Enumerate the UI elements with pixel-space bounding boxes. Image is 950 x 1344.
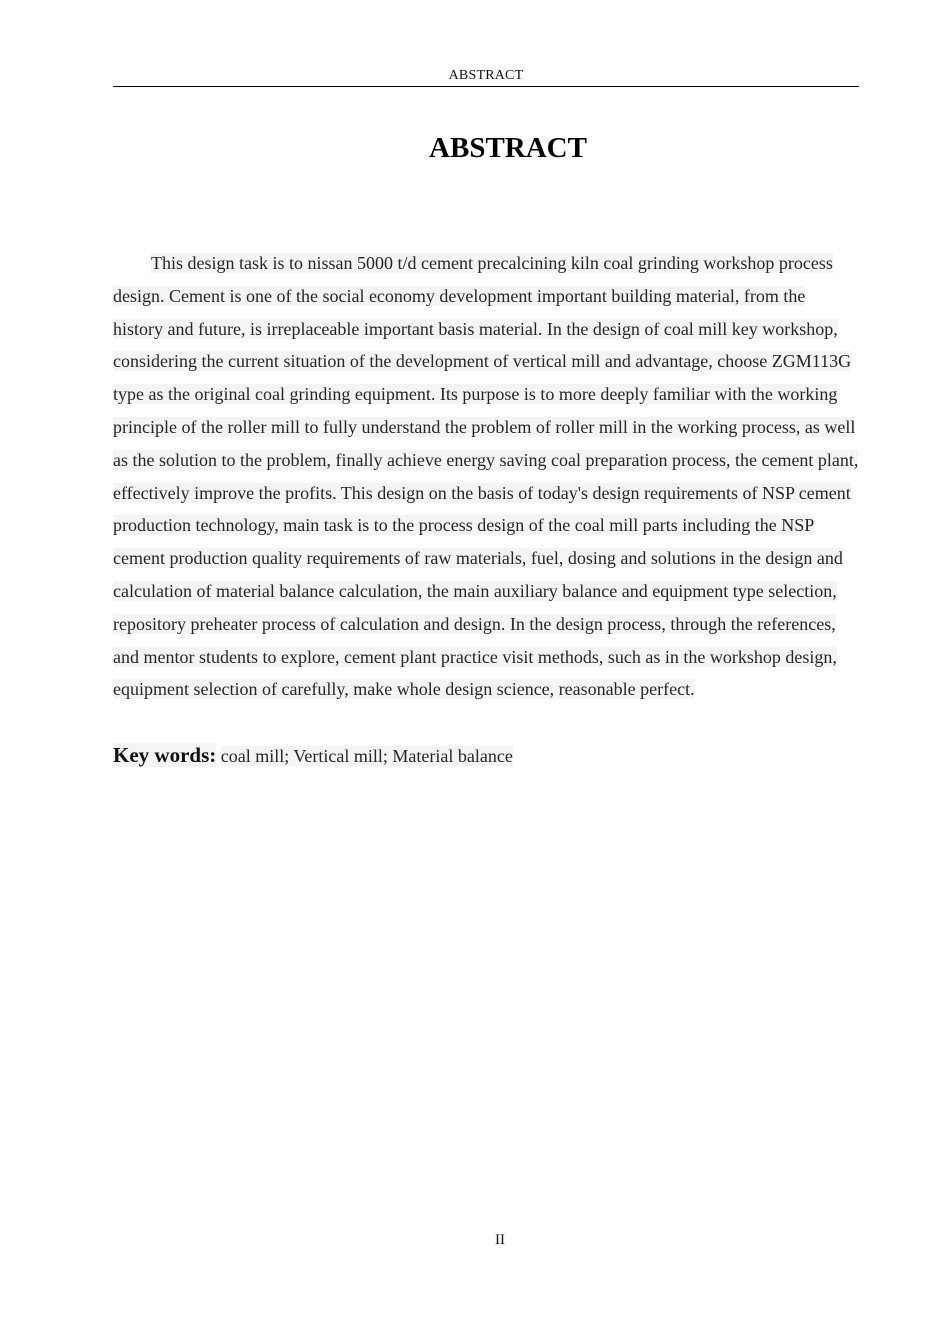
header-rule <box>113 86 859 87</box>
abstract-text: This design task is to nissan 5000 t/d cement precalcining kiln coal grinding workshop process design. Cement is one of the social economy development important building material, from the history and future, is irreplaceable important basis material. In the design of coal mill key workshop, considering the current situation of the development of vertical mill and advantage, choose ZGM113G type as the original coal grinding equipment. Its purpose is to more deeply familiar with the working principle of the roller mill to fully understand the problem of roller mill in the working process, as well as the solution to the problem, finally achieve energy saving coal preparation process, the cement plant, effectively improve the profits. This design on the basis of today's design requirements of NSP cement production technology, main task is to the process design of the coal mill parts including the NSP cement production quality requirements of raw materials, fuel, dosing and solutions in the design and calculation of material balance calculation, the main auxiliary balance and equipment type selection, repository preheater process of calculation and design. In the design process, through the references, and mentor students to explore, cement plant practice visit methods, such as in the workshop design, equipment selection of carefully, make whole design science, reasonable perfect. <box>113 253 859 700</box>
running-header: ABSTRACT <box>448 68 524 83</box>
page-title: ABSTRACT <box>429 132 587 164</box>
abstract-paragraph <box>113 247 859 706</box>
keywords-values: coal mill; Vertical mill; Material balance <box>220 746 513 766</box>
keywords-line <box>113 738 859 773</box>
keywords-label: Key words: <box>113 743 217 767</box>
page-number: II <box>495 1232 505 1248</box>
